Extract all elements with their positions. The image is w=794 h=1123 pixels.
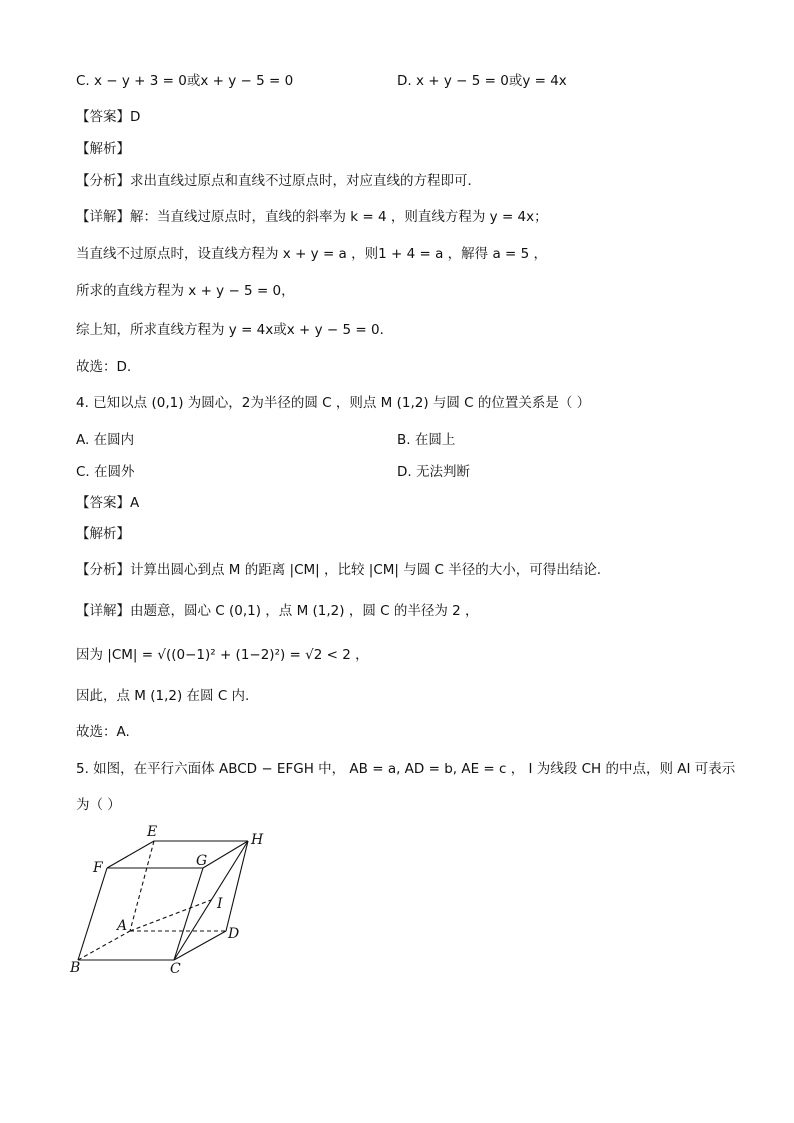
edge-hd — [226, 841, 248, 931]
q3-answer: 【答案】D — [76, 109, 141, 125]
edge-ea-hidden — [130, 841, 154, 931]
q4-option-c: C. 在圆外 — [76, 464, 135, 480]
parallelepiped-figure — [60, 820, 280, 985]
label-g: G — [196, 853, 208, 869]
q4-answer: 【答案】A — [76, 495, 140, 511]
q4-option-d: D. 无法判断 — [397, 464, 470, 480]
q5-stem-line-1: 5. 如图，在平行六面体 ABCD − EFGH 中， AB = a, AD = b, AE = c ， I 为线段 CH 的中点，则 AI 可表示 — [76, 761, 736, 777]
q4-conclusion: 因此，点 M (1,2) 在圆 C 内. — [76, 688, 250, 704]
q4-stem: 4. 已知以点 (0,1) 为圆心，2为半径的圆 C ，则点 M (1,2) 与圆 C 的位置关系是（ ） — [76, 395, 591, 411]
q4-analysis-xiangjie: 【详解】由题意，圆心 C (0,1) ，点 M (1,2) ，圆 C 的半径为 2 ， — [76, 603, 479, 619]
q4-option-b: B. 在圆上 — [397, 432, 456, 448]
q4-calc: 因为 |CM| = √((0−1)² + (1−2)²) = √2 < 2 ， — [76, 647, 369, 663]
label-e: E — [147, 824, 158, 840]
q3-option-d: D. x + y − 5 = 0或y = 4x — [397, 73, 567, 89]
label-a: A — [117, 918, 128, 934]
q3-analysis-heading: 【解析】 — [76, 141, 130, 157]
q3-analysis-xiangjie: 【详解】解：当直线过原点时，直线的斜率为 k = 4 ，则直线方程为 y = 4x； — [76, 209, 548, 225]
q3-step-3: 所求的直线方程为 x + y − 5 = 0， — [76, 283, 295, 299]
q3-step-2: 当直线不过原点时，设直线方程为 x + y = a ，则1 + 4 = a ，解得 a = 5 ， — [76, 246, 547, 262]
edge-fe — [107, 841, 154, 868]
q3-step-4: 综上知，所求直线方程为 y = 4x或x + y − 5 = 0． — [76, 322, 394, 338]
label-i: I — [217, 896, 223, 912]
q4-choice: 故选：A. — [76, 724, 130, 740]
q3-option-c: C. x − y + 3 = 0或x + y − 5 = 0 — [76, 73, 294, 89]
q5-stem-line-2: 为（ ） — [76, 797, 121, 813]
label-f: F — [93, 860, 103, 876]
edge-hg — [203, 841, 248, 868]
label-h: H — [251, 832, 264, 848]
q4-analysis-fenxi: 【分析】计算出圆心到点 M 的距离 |CM| ，比较 |CM| 与圆 C 半径的大小，可得出结论. — [76, 562, 602, 578]
segment-ai-hidden — [130, 900, 211, 931]
label-b: B — [70, 960, 81, 976]
label-c: C — [170, 961, 181, 977]
q4-option-a: A. 在圆内 — [76, 432, 135, 448]
label-d: D — [228, 926, 240, 942]
q4-analysis-heading: 【解析】 — [76, 526, 130, 542]
q3-choice: 故选：D. — [76, 359, 132, 375]
q3-analysis-fenxi: 【分析】求出直线过原点和直线不过原点时，对应直线的方程即可． — [76, 173, 481, 189]
